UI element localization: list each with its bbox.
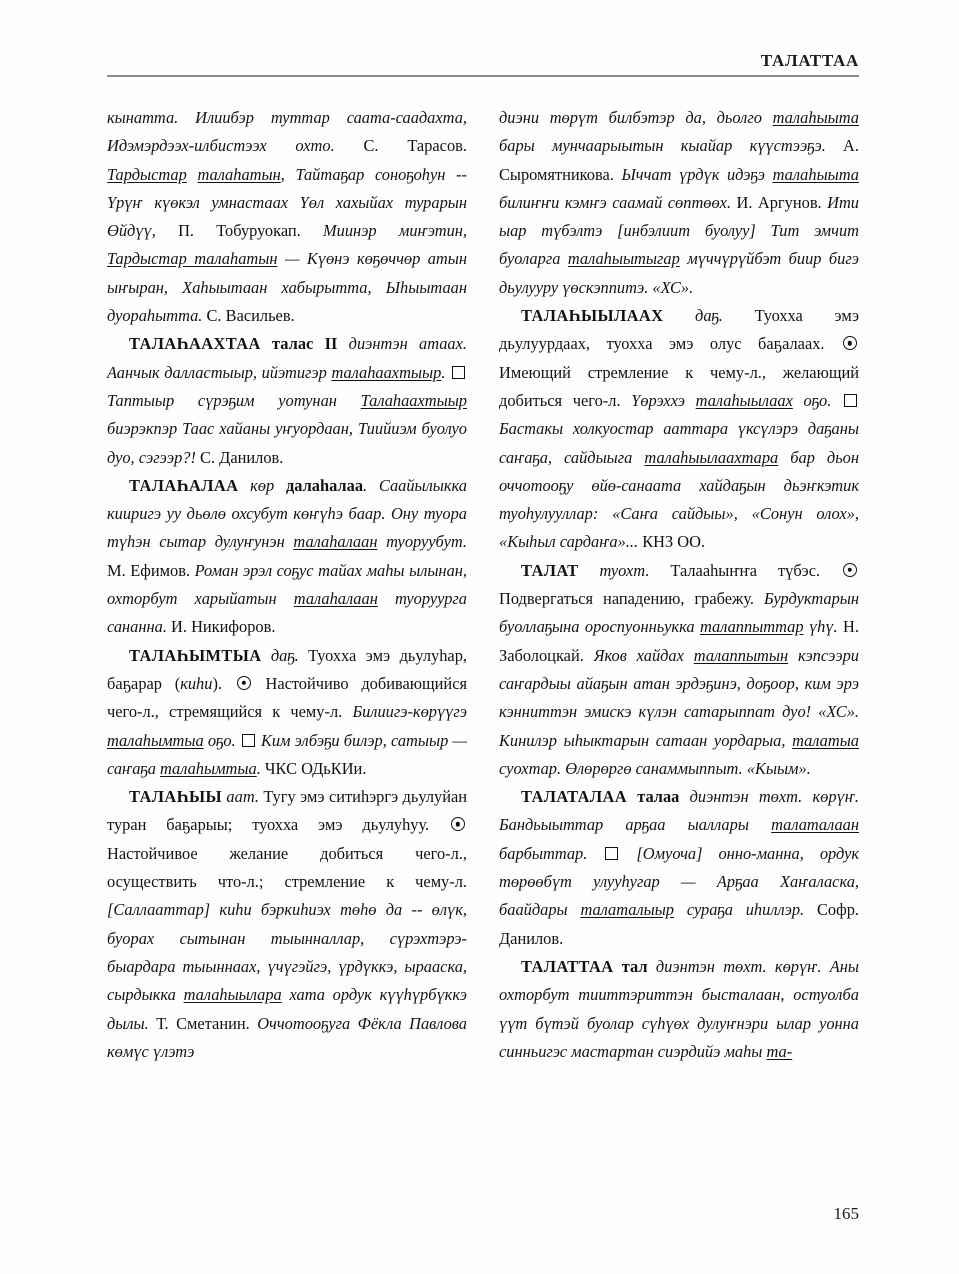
definition-text: С. Васильев.: [202, 306, 295, 326]
grammar-label: даҕ.: [261, 645, 299, 665]
underlined-term: талатыа: [792, 730, 859, 750]
underlined-term: талаһымтыа: [160, 758, 257, 778]
definition-text: Туохха эмэ дьулуурдаах, туохха эмэ олус баҕалаах.: [499, 306, 859, 354]
filled-circle-marker: [843, 336, 857, 350]
underlined-term: талаһыытыгар: [567, 249, 680, 269]
dictionary-entry: [499, 783, 859, 953]
example-text: — Күөнэ көҕөччөр атын ыҥыран, Хаһыытаан хабырытта, Ыһыытаан дуораһытта.: [107, 249, 467, 326]
example-text: туоруубут.: [377, 532, 467, 552]
underlined-term: талаппытын: [693, 645, 789, 665]
example-text: билиҥҥи кэмҥэ саамай сөптөөх.: [499, 192, 732, 212]
example-text: барбыттар.: [499, 843, 604, 863]
example-text: диэни төрүт билбэтэр да, дьолго: [499, 108, 773, 127]
example-text: . Саайылыкка кииригэ уу дьөлө охсубут көҥүһэ баар. Ону туора түһэн сытар дулуҥунэн: [107, 475, 467, 552]
example-text: Бастакы холкуостар ааттара үксүлэрэ даҕаны саҥаҕа, сайдыыга: [499, 419, 859, 467]
underlined-term: Тардыстар талаһатын: [107, 249, 278, 269]
example-text: Билиигэ-көрүүгэ: [352, 702, 467, 722]
definition-text: Н. Заболоцкай.: [499, 617, 859, 665]
example-text: Ыччат үрдүк идэҕэ: [621, 164, 773, 184]
filled-circle-marker: [237, 676, 251, 690]
definition-text: П. Тобуруокап.: [155, 221, 324, 241]
grammar-label: аат.: [222, 787, 259, 807]
definition-text: С. Данилов.: [195, 447, 284, 467]
running-head: ТАЛАТТАА: [760, 51, 859, 70]
example-text: оҕо.: [792, 390, 842, 410]
definition-text: А. Сыромятникова.: [499, 136, 859, 184]
headword: ТАЛАТТАА: [521, 956, 614, 976]
page-header: [107, 52, 859, 77]
headword-reference: талас II: [260, 334, 349, 354]
headword: ТАЛАҺАЛАА: [129, 475, 239, 495]
page-number: 165: [833, 1204, 859, 1223]
underlined-term: талаһымтыа: [107, 730, 204, 750]
example-text: биэрэкпэр Таас хайаны уҥуордаан, Тиийиэм буолуо дуо, сэгээр?!: [107, 419, 467, 467]
definition-text: Тугу эмэ ситиһэргэ дьулуйан туран баҕарыы; туохха эмэ дьулуһуу.: [107, 787, 468, 835]
dictionary-entry: [499, 302, 859, 557]
definition-text: Подвергаться нападению, грабежу.: [499, 589, 765, 609]
underlined-term: талаһалаан: [293, 589, 378, 609]
definition-text: ЧКС ОДьКИи.: [264, 758, 367, 778]
grammar-label: көр: [238, 475, 286, 495]
underlined-term: талаппыттар: [699, 617, 804, 637]
dictionary-entry: [499, 557, 859, 783]
text-columns: [107, 104, 859, 1184]
example-text: Бурдуктарын буоллаҕына ороспуонньукка: [499, 589, 859, 637]
dictionary-entry: [107, 472, 467, 642]
underlined-term: талаһыылаахтара: [644, 447, 779, 467]
open-square-marker: [844, 394, 857, 407]
grammar-label: диэнтэн төхт. көрүҥ. Бандьыыттар арҕаа ыаллары: [499, 787, 859, 835]
headword: ТАЛАТ: [521, 560, 579, 580]
underlined-term: Талаһаахтыыр: [360, 390, 467, 410]
example-text: хата ордук күүһүрбүккэ дылы.: [107, 985, 468, 1033]
definition-text: Талааһыҥҥа түбэс.: [649, 560, 841, 580]
grammar-label: туохт.: [578, 560, 650, 580]
example-text: оҕо.: [203, 730, 240, 750]
definition-text: Софр. Данилов.: [499, 900, 860, 948]
example-text: мүччүрүйбэт биир бигэ дьулууру үөскэппитэ. «ХС».: [499, 249, 859, 297]
dictionary-entry: [107, 642, 467, 783]
example-text: киһи: [180, 673, 213, 693]
column-left: [107, 104, 467, 1184]
headword: ТАЛАҺЫМТЫА: [129, 645, 262, 665]
example-text: Яков хайдах: [593, 645, 694, 665]
example-text: үһү.: [803, 617, 838, 637]
example-text: .: [256, 758, 265, 778]
example-text: бары мунчаарыытын кыайар күүстээҕэ.: [499, 136, 826, 156]
underlined-term: талаһаахтыыр: [331, 362, 442, 382]
grammar-label: даҕ.: [663, 306, 723, 326]
underlined-term: талаталыыр: [580, 900, 674, 920]
grammar-label: диэнтэн атаах. Аанчык далластыыр, ийэтигэр: [107, 334, 467, 382]
underlined-term: талаһыыта: [772, 108, 859, 127]
underlined-term: та-: [766, 1041, 793, 1061]
definition-text: Туохха эмэ дьулуһар, баҕарар (: [107, 645, 467, 693]
paragraph-continuation: [499, 104, 859, 302]
grammar-label: диэнтэн төхт. көрүҥ. Аны охторбут тииттэриттэн бысталаан, остуолба үүт бүтэй буолар сүһүөх дулуҥнэри ылар уонна синньигэс мастартан сиэрдийэ маһы: [499, 956, 859, 1061]
dictionary-entry: [107, 330, 467, 471]
example-text: [187, 165, 198, 184]
headword-reference: талаа: [627, 787, 690, 807]
example-text: Ким элбэҕи билэр, сатыыр — саҥаҕа: [107, 730, 468, 778]
definition-text: И. Никифоров.: [166, 617, 276, 637]
definition-text: ).: [212, 673, 235, 693]
example-text: бар дьон оччотооҕу өйө-санаата хайдаҕын дьэҥкэтик туоһулууллар: «Саҥа сайдыы», «Сонун олох», «Кыһыл сардаҥа»...: [499, 447, 859, 552]
underlined-term: талаһыылаах: [695, 390, 793, 410]
example-text: Таптыыр сүрэҕим уотунан: [107, 390, 361, 410]
example-text: Ити ыар түбэлтэ [инбэлиит буолуу] Тит эмчит буоларга: [499, 192, 859, 269]
underlined-term: талаталаан: [771, 815, 859, 835]
headword: ТАЛАҺЫЫ: [129, 787, 223, 807]
example-text: [Саллааттар] киһи бэркиһиэх төһө да -- өлүк, буорах сытынан тыынналлар, сүрэхтэрэ-быардара тыыннаах, үчүгэйгэ, үрдүккэ, ырааска, сырдыкка: [107, 900, 467, 1005]
underlined-term: талаһыылара: [183, 985, 282, 1005]
example-text: Роман эрэл соҕус тайах маһы ылынан, охторбут харыйатын: [107, 560, 467, 609]
example-text: туоруурга сананна.: [107, 589, 467, 637]
underlined-term: талаһалаан: [293, 532, 378, 552]
filled-circle-marker: [843, 563, 857, 577]
headword: ТАЛАҺЫЫЛААХ: [521, 306, 664, 326]
example-text: [Омуоча] онно-манна, ордук төрөөбүт улууһугар — Арҕаа Хаҥаласка, баайдары: [499, 843, 860, 920]
example-text: кэпсээри саҥардыы айаҕын атан эрдэҕинэ, доҕоор, ким эрэ кэнниттэн эмискэ күлэн сатарыппат дуо! «ХС». Кинилэр ыһыктарын сатаан уордарыа,: [499, 645, 859, 750]
header-rule: [107, 75, 859, 77]
example-text: Үөрэххэ: [631, 390, 696, 410]
definition-text: Т. Сметанин.: [148, 1013, 258, 1033]
example-text: .: [441, 362, 450, 382]
definition-text: С. Тарасов.: [334, 136, 467, 156]
underlined-term: талаһатын: [197, 164, 281, 184]
headword: ТАЛАҺААХТАА: [129, 334, 261, 354]
definition-text: М. Ефимов.: [107, 560, 195, 580]
underlined-term: Тардыстар: [107, 164, 187, 184]
headword-reference: тал: [613, 956, 656, 976]
definition-text: КНЗ ОО.: [642, 532, 706, 552]
definition-text: Имеющий стремление к чему-л., желающий добиться чего-л.: [499, 362, 859, 410]
paragraph-continuation: [107, 104, 467, 330]
definition-text: Настойчивое желание добиться чего-л., осуществить что-л.; стремление к чему-л.: [107, 843, 467, 892]
example-text: кынатта. Илиибэр туттар саата-саадахта, Идэмэрдээх-илбистээх охто.: [107, 108, 467, 156]
open-square-marker: [605, 847, 618, 860]
open-square-marker: [242, 734, 255, 747]
example-text: суохтар. Өлөрөргө санаммыппыт. «Кыым».: [499, 758, 811, 778]
dictionary-entry: [107, 783, 467, 1066]
example-text: сураҕа иһиллэр.: [674, 900, 805, 920]
example-text: Оччотооҕуга Фёкла Павлова көмүс үлэтэ: [107, 1013, 467, 1061]
example-text: , Тайтаҕар соноҕоһун -- Үрүҥ күөкэл умнастаах Үөл хахыйах турарын Өйдүү,: [107, 164, 467, 241]
filled-circle-marker: [451, 817, 465, 831]
underlined-term: талаһыыта: [772, 164, 859, 184]
definition-text: И. Аргунов.: [731, 192, 828, 212]
dictionary-entry: [499, 953, 859, 1066]
definition-text: Настойчиво добивающийся чего-л., стремящийся к чему-л.: [107, 673, 468, 722]
headword: ТАЛАТАЛАА: [521, 787, 627, 807]
column-right: [499, 104, 859, 1184]
headword-reference: далаһалаа: [285, 475, 364, 495]
open-square-marker: [452, 366, 465, 379]
example-text: Миинэр миҥэтин,: [323, 221, 467, 241]
